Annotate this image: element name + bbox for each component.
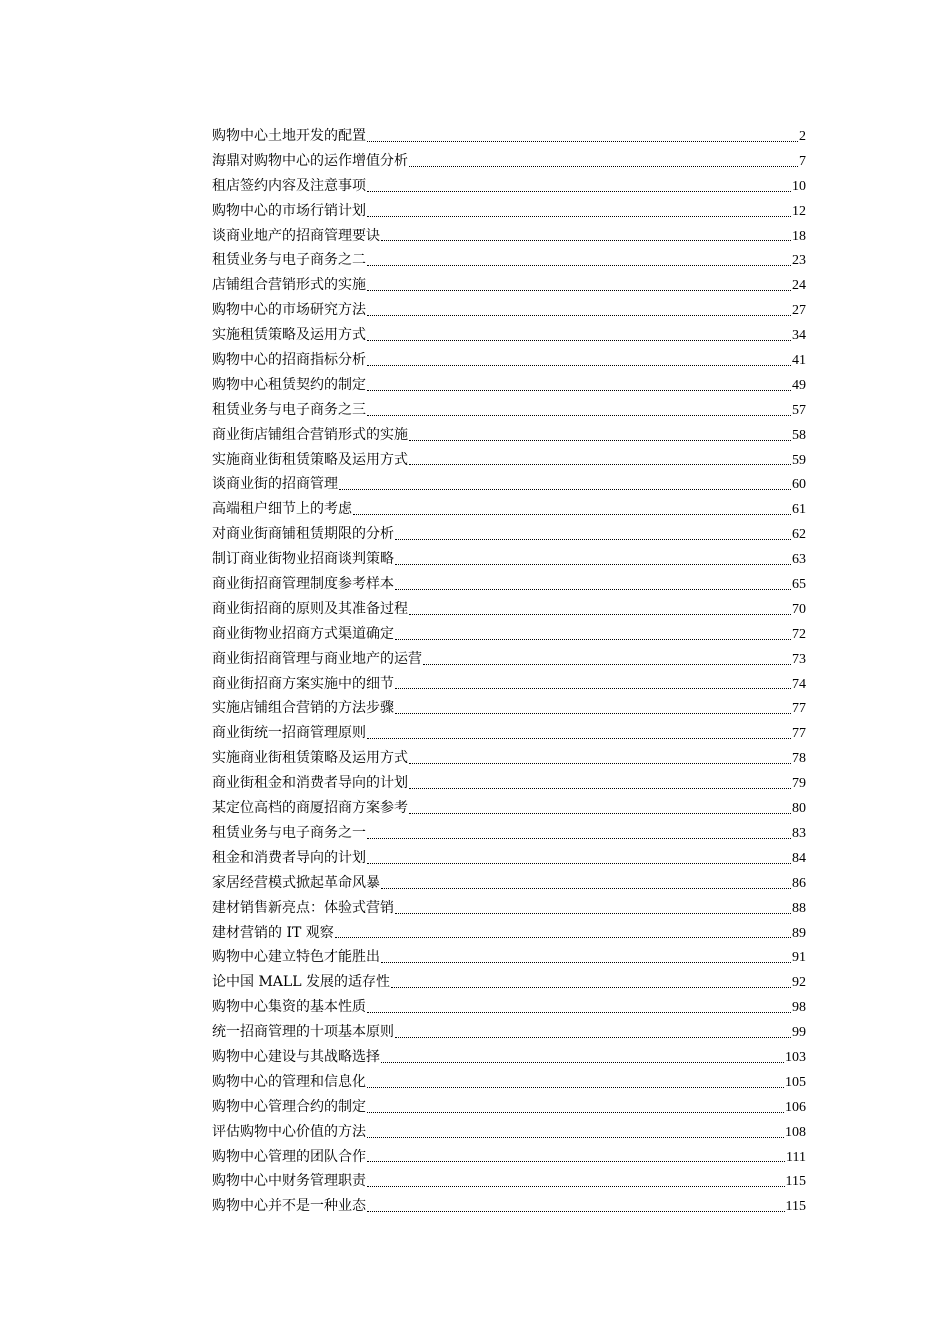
toc-entry[interactable] <box>212 1020 806 1045</box>
toc-entry[interactable] <box>212 1095 806 1120</box>
toc-entry[interactable] <box>212 398 806 423</box>
toc-entry-title: 商业街招商方案实施中的细节 <box>212 675 394 692</box>
toc-dot-leader <box>381 961 791 963</box>
toc-entry-page-number: 78 <box>792 751 806 767</box>
toc-entry[interactable] <box>212 348 806 373</box>
toc-entry-title: 租赁业务与电子商务之一 <box>212 824 366 841</box>
toc-entry-page-number: 24 <box>792 278 806 294</box>
toc-entry-title: 家居经营模式掀起革命风暴 <box>212 874 380 891</box>
toc-entry-title: 实施租赁策略及运用方式 <box>212 327 366 344</box>
toc-entry-page-number: 80 <box>792 801 806 817</box>
toc-entry[interactable] <box>212 1045 806 1070</box>
toc-entry-page-number: 73 <box>792 651 806 667</box>
toc-dot-leader <box>395 588 791 590</box>
toc-entry-page-number: 10 <box>792 178 806 194</box>
toc-dot-leader <box>367 364 791 366</box>
toc-entry-page-number: 63 <box>792 552 806 568</box>
toc-entry[interactable] <box>212 1194 806 1219</box>
toc-entry[interactable] <box>212 970 806 995</box>
toc-entry-page-number: 103 <box>785 1049 806 1065</box>
toc-dot-leader <box>381 239 791 241</box>
toc-entry-page-number: 89 <box>792 925 806 941</box>
toc-entry[interactable] <box>212 547 806 572</box>
toc-dot-leader <box>353 513 791 515</box>
toc-dot-leader <box>367 1111 784 1113</box>
toc-entry-page-number: 77 <box>792 726 806 742</box>
toc-entry-title: 谈商业街的招商管理 <box>212 476 338 493</box>
toc-entry[interactable] <box>212 597 806 622</box>
toc-entry-title: 购物中心土地开发的配置 <box>212 128 366 144</box>
toc-entry[interactable] <box>212 796 806 821</box>
toc-entry-title: 购物中心的市场研究方法 <box>212 302 366 319</box>
toc-entry[interactable] <box>212 721 806 746</box>
toc-entry-title: 购物中心并不是一种业态 <box>212 1198 366 1215</box>
toc-entry[interactable] <box>212 273 806 298</box>
toc-entry-title: 租赁业务与电子商务之二 <box>212 252 366 269</box>
toc-entry[interactable] <box>212 373 806 398</box>
toc-entry-page-number: 57 <box>792 402 806 418</box>
toc-entry-page-number: 60 <box>792 477 806 493</box>
toc-entry[interactable] <box>212 821 806 846</box>
toc-dot-leader <box>367 1011 791 1013</box>
toc-entry-page-number: 62 <box>792 527 806 543</box>
toc-dot-leader <box>395 1036 791 1038</box>
toc-entry-page-number: 34 <box>792 328 806 344</box>
toc-dot-leader <box>367 414 791 416</box>
toc-entry-title: 商业街统一招商管理原则 <box>212 725 366 742</box>
toc-entry-title: 购物中心集资的基本性质 <box>212 999 366 1016</box>
toc-entry[interactable] <box>212 124 806 149</box>
toc-entry-title: 商业街招商管理与商业地产的运营 <box>212 650 422 667</box>
toc-dot-leader <box>395 687 791 689</box>
toc-entry[interactable] <box>212 323 806 348</box>
toc-entry-page-number: 59 <box>792 452 806 468</box>
toc-dot-leader <box>367 264 791 266</box>
toc-entry-page-number: 65 <box>792 577 806 593</box>
toc-entry[interactable] <box>212 224 806 249</box>
toc-entry-title: 购物中心管理合约的制定 <box>212 1098 366 1115</box>
toc-dot-leader <box>409 812 791 814</box>
toc-dot-leader <box>367 140 798 142</box>
toc-entry-page-number: 2 <box>799 129 806 144</box>
toc-dot-leader <box>409 439 791 441</box>
toc-dot-leader <box>367 314 791 316</box>
toc-entry[interactable] <box>212 248 806 273</box>
toc-entry[interactable] <box>212 199 806 224</box>
toc-dot-leader <box>381 1061 784 1063</box>
toc-dot-leader <box>381 887 791 889</box>
toc-entry-page-number: 98 <box>792 1000 806 1016</box>
table-of-contents <box>212 124 806 1219</box>
toc-entry[interactable] <box>212 945 806 970</box>
toc-entry-page-number: 105 <box>785 1074 806 1090</box>
toc-dot-leader <box>367 862 791 864</box>
toc-dot-leader <box>395 638 791 640</box>
toc-entry[interactable] <box>212 647 806 672</box>
toc-entry-page-number: 72 <box>792 626 806 642</box>
toc-entry-page-number: 115 <box>785 1174 806 1190</box>
toc-entry-page-number: 92 <box>792 975 806 991</box>
toc-entry-page-number: 27 <box>792 303 806 319</box>
toc-entry[interactable] <box>212 871 806 896</box>
toc-entry-title: 海鼎对购物中心的运作增值分析 <box>212 152 408 169</box>
toc-entry-title: 商业街物业招商方式渠道确定 <box>212 625 394 642</box>
toc-entry-title: 租金和消费者导向的计划 <box>212 849 366 866</box>
toc-entry[interactable] <box>212 921 806 946</box>
toc-dot-leader <box>367 1210 785 1212</box>
toc-entry-page-number: 58 <box>792 427 806 443</box>
toc-entry-title: 购物中心的管理和信息化 <box>212 1073 366 1090</box>
toc-entry[interactable] <box>212 995 806 1020</box>
toc-entry-title: 某定位高档的商厦招商方案参考 <box>212 800 408 817</box>
toc-entry-title: 制订商业街物业招商谈判策略 <box>212 551 394 568</box>
toc-entry[interactable] <box>212 1169 806 1194</box>
toc-entry[interactable] <box>212 1120 806 1145</box>
toc-dot-leader <box>391 986 791 988</box>
toc-dot-leader <box>367 215 791 217</box>
toc-dot-leader <box>395 712 791 714</box>
toc-entry-page-number: 61 <box>792 502 806 518</box>
toc-entry-title: 购物中心建设与其战略选择 <box>212 1048 380 1065</box>
toc-entry-title: 评估购物中心价值的方法 <box>212 1123 366 1140</box>
toc-entry[interactable] <box>212 522 806 547</box>
toc-dot-leader <box>367 389 791 391</box>
toc-dot-leader <box>367 289 791 291</box>
toc-entry[interactable] <box>212 448 806 473</box>
toc-entry-title: 实施店铺组合营销的方法步骤 <box>212 700 394 717</box>
toc-dot-leader <box>395 538 791 540</box>
toc-entry-title: 建材销售新亮点：体验式营销 <box>212 899 394 916</box>
toc-dot-leader <box>367 837 791 839</box>
toc-dot-leader <box>367 339 791 341</box>
toc-entry-page-number: 41 <box>792 353 806 369</box>
toc-entry-title: 论中国 MALL 发展的适存性 <box>212 974 390 991</box>
toc-dot-leader <box>409 463 791 465</box>
toc-entry-page-number: 91 <box>792 950 806 966</box>
toc-dot-leader <box>395 563 791 565</box>
toc-entry-title: 购物中心管理的团队合作 <box>212 1148 366 1165</box>
toc-entry-page-number: 86 <box>792 875 806 891</box>
toc-entry-title: 租赁业务与电子商务之三 <box>212 401 366 418</box>
toc-entry-title: 高端租户细节上的考虑 <box>212 501 352 518</box>
toc-entry-title: 实施商业街租赁策略及运用方式 <box>212 750 408 767</box>
toc-dot-leader <box>367 1160 785 1162</box>
toc-entry-title: 商业街招商管理制度参考样本 <box>212 576 394 593</box>
toc-dot-leader <box>409 613 791 615</box>
toc-dot-leader <box>409 165 798 167</box>
toc-dot-leader <box>335 936 791 938</box>
toc-entry[interactable] <box>212 572 806 597</box>
toc-entry-page-number: 88 <box>792 900 806 916</box>
toc-entry-title: 租店签约内容及注意事项 <box>212 177 366 194</box>
toc-entry[interactable] <box>212 1070 806 1095</box>
toc-dot-leader <box>367 1185 785 1187</box>
toc-entry-page-number: 12 <box>792 203 806 219</box>
toc-dot-leader <box>409 787 791 789</box>
toc-entry-page-number: 7 <box>799 153 806 169</box>
toc-entry-page-number: 77 <box>792 701 806 717</box>
toc-entry-title: 统一招商管理的十项基本原则 <box>212 1024 394 1041</box>
toc-dot-leader <box>423 663 791 665</box>
toc-entry[interactable] <box>212 746 806 771</box>
toc-dot-leader <box>367 190 791 192</box>
toc-entry-title: 购物中心建立特色才能胜出 <box>212 949 380 966</box>
toc-entry-page-number: 115 <box>785 1199 806 1215</box>
toc-entry[interactable] <box>212 423 806 448</box>
toc-entry[interactable] <box>212 696 806 721</box>
toc-entry-title: 购物中心中财务管理职责 <box>212 1173 366 1190</box>
toc-entry-title: 商业街招商的原则及其准备过程 <box>212 600 408 617</box>
toc-entry-title: 购物中心的市场行销计划 <box>212 202 366 219</box>
toc-dot-leader <box>339 488 791 490</box>
toc-entry[interactable] <box>212 771 806 796</box>
toc-entry[interactable] <box>212 896 806 921</box>
toc-entry-page-number: 18 <box>792 228 806 244</box>
toc-entry[interactable] <box>212 174 806 199</box>
toc-entry-page-number: 106 <box>785 1099 806 1115</box>
toc-entry[interactable] <box>212 1145 806 1170</box>
toc-entry[interactable] <box>212 622 806 647</box>
toc-entry[interactable] <box>212 298 806 323</box>
toc-entry[interactable] <box>212 672 806 697</box>
toc-entry[interactable] <box>212 497 806 522</box>
toc-entry-page-number: 74 <box>792 676 806 692</box>
toc-entry-page-number: 111 <box>786 1149 806 1165</box>
toc-entry-title: 商业街店铺组合营销形式的实施 <box>212 426 408 443</box>
toc-entry-page-number: 79 <box>792 776 806 792</box>
toc-entry-title: 建材营销的 IT 观察 <box>212 924 334 941</box>
toc-entry-title: 购物中心的招商指标分析 <box>212 352 366 369</box>
toc-entry-title: 店铺组合营销形式的实施 <box>212 277 366 294</box>
toc-dot-leader <box>409 762 791 764</box>
toc-dot-leader <box>367 737 791 739</box>
toc-entry-page-number: 84 <box>792 850 806 866</box>
toc-entry[interactable] <box>212 149 806 174</box>
toc-entry-page-number: 49 <box>792 377 806 393</box>
toc-entry[interactable] <box>212 846 806 871</box>
toc-dot-leader <box>395 912 791 914</box>
toc-entry-page-number: 108 <box>785 1124 806 1140</box>
toc-entry-title: 实施商业街租赁策略及运用方式 <box>212 451 408 468</box>
toc-entry-page-number: 99 <box>792 1025 806 1041</box>
toc-entry-title: 购物中心租赁契约的制定 <box>212 376 366 393</box>
toc-entry-page-number: 83 <box>792 825 806 841</box>
toc-entry-title: 谈商业地产的招商管理要诀 <box>212 227 380 244</box>
toc-dot-leader <box>367 1136 784 1138</box>
toc-entry-page-number: 70 <box>792 601 806 617</box>
toc-entry[interactable] <box>212 472 806 497</box>
toc-dot-leader <box>367 1086 784 1088</box>
toc-entry-title: 商业街租金和消费者导向的计划 <box>212 775 408 792</box>
toc-entry-title: 对商业街商铺租赁期限的分析 <box>212 526 394 543</box>
toc-entry-page-number: 23 <box>792 253 806 269</box>
